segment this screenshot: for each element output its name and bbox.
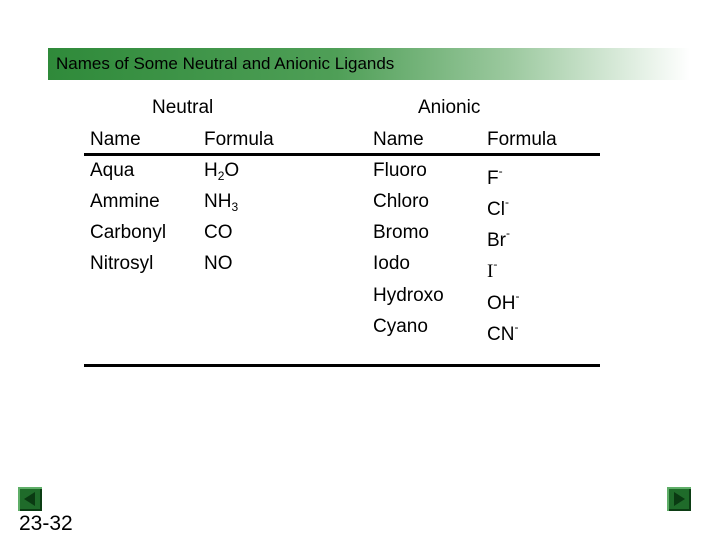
neutral-name-cell: Aqua [90, 160, 135, 181]
neutral-name-cell: Ammine [90, 191, 160, 212]
anionic-formula-cell: CN- [487, 320, 519, 345]
slide-title: Names of Some Neutral and Anionic Ligands [48, 48, 690, 80]
anionic-formula-cell: I- [487, 257, 498, 282]
anionic-name-cell: Chloro [373, 191, 429, 212]
anionic-formula-cell: Cl- [487, 195, 509, 220]
anionic-formula-cell: Br- [487, 226, 510, 251]
anionic-name-cell: Bromo [373, 222, 429, 243]
next-slide-button[interactable] [667, 487, 691, 511]
anionic-name-header: Name [373, 129, 424, 150]
neutral-formula-cell: $H_2O$ [204, 160, 240, 183]
neutral-formula-cell: $NH_3$ [204, 191, 239, 214]
triangle-right-icon [667, 487, 691, 511]
neutral-name-header: Name [90, 129, 141, 150]
neutral-name-cell: Nitrosyl [90, 253, 154, 274]
neutral-group-heading: Neutral [152, 97, 214, 118]
anionic-formula-cell: OH- [487, 289, 520, 314]
page-number: 23-32 [19, 512, 73, 535]
anionic-group-heading: Anionic [418, 97, 481, 118]
neutral-name-cell: Carbonyl [90, 222, 167, 243]
anionic-name-cell: Fluoro [373, 160, 427, 181]
header-rule [84, 153, 600, 156]
anionic-name-cell: Cyano [373, 316, 428, 337]
neutral-formula-cell: CO [204, 222, 233, 243]
triangle-left-icon [18, 487, 42, 511]
neutral-formula-cell: NO [204, 253, 233, 274]
anionic-name-cell: Hydroxo [373, 285, 444, 306]
previous-slide-button[interactable] [18, 487, 42, 511]
table-bottom-rule [84, 364, 600, 367]
anionic-formula-header: Formula [487, 129, 557, 150]
anionic-formula-cell: F- [487, 164, 503, 189]
anionic-name-cell: Iodo [373, 253, 410, 274]
neutral-formula-header: Formula [204, 129, 274, 150]
